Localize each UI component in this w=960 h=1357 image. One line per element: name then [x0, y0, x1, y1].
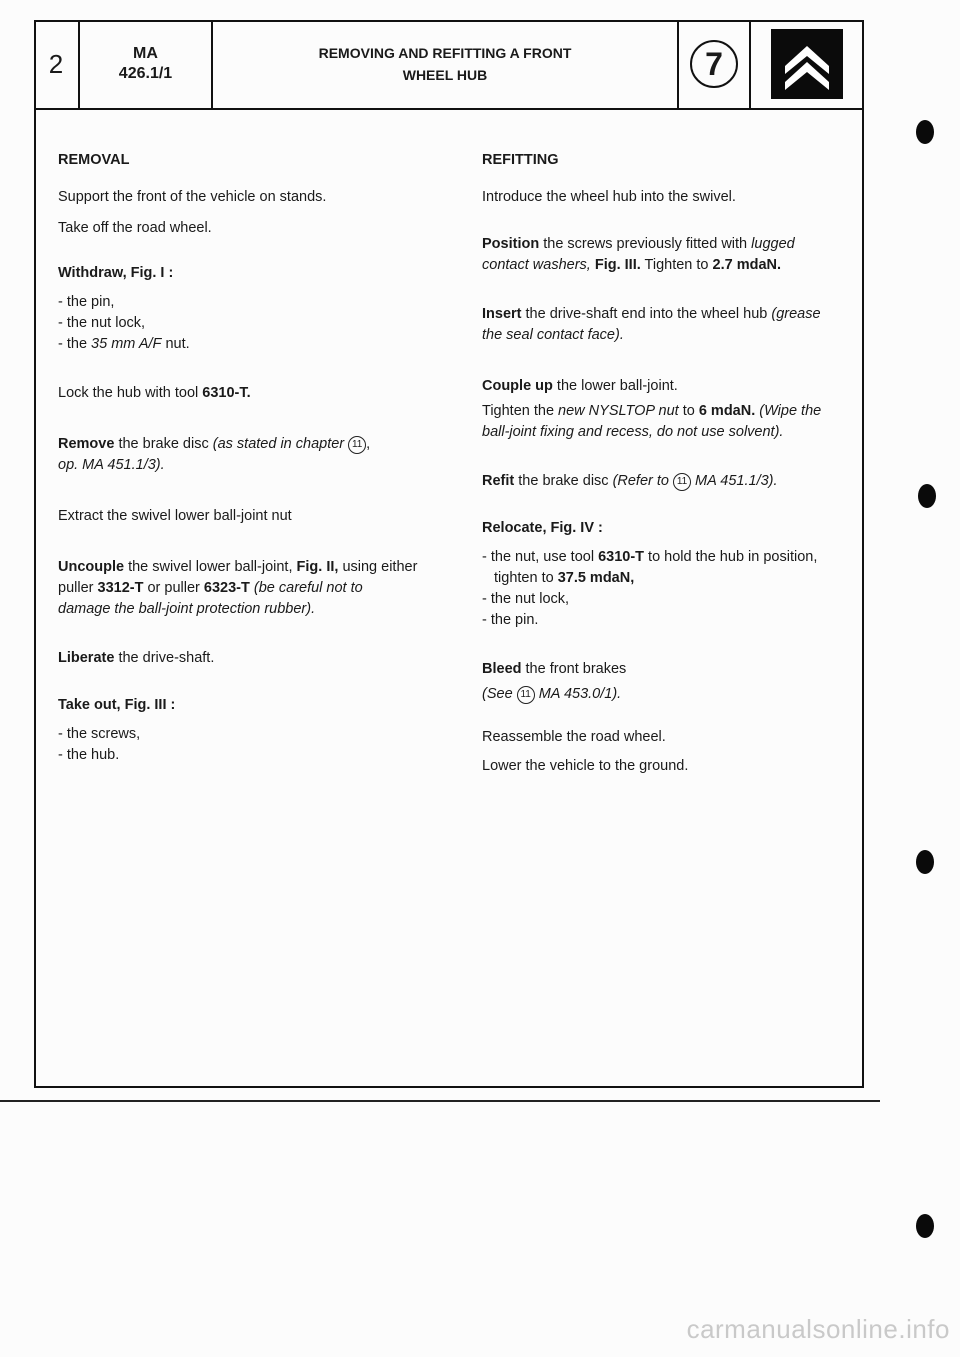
- withdraw-item-nutlock: - the nut lock,: [58, 315, 146, 331]
- punch-hole-icon: [916, 850, 934, 874]
- refitting-heading: REFITTING: [482, 152, 559, 168]
- brand-logo-cell: [751, 20, 862, 108]
- takeout-heading: Take out, Fig. III :: [58, 697, 176, 713]
- withdraw-heading: Withdraw, Fig. I :: [58, 265, 174, 281]
- withdraw-item-nut: - the 35 mm A/F nut.: [58, 336, 190, 352]
- chapter-11-icon: 11: [517, 686, 535, 704]
- page-number: 2: [34, 20, 80, 108]
- liberate-step: Liberate the drive-shaft.: [58, 650, 215, 666]
- bleed-reference: (See 11 MA 453.0/1).: [482, 686, 622, 702]
- punch-hole-icon: [918, 484, 936, 508]
- position-step: Position the screws previously fitted with lugged contact washers, Fig. III. Tighten to 2.7 mdaN.: [482, 236, 795, 273]
- title-line-1: REMOVING AND REFITTING A FRONT: [318, 45, 572, 61]
- relocate-item-nut: - the nut, use tool 6310-T to hold the hub in position, tighten to 37.5 mdaN,: [482, 549, 818, 586]
- removal-heading: REMOVAL: [58, 152, 130, 168]
- relocate-heading: Relocate, Fig. IV :: [482, 520, 603, 536]
- reassemble-step: Reassemble the road wheel.: [482, 729, 666, 745]
- lock-hub-step: Lock the hub with tool 6310-T.: [58, 385, 251, 401]
- page-header: [34, 20, 864, 110]
- ref-line-2: 426.1/1: [118, 65, 173, 82]
- removal-column: [58, 150, 418, 766]
- refitting-column: [482, 150, 844, 777]
- operation-reference: [80, 20, 213, 108]
- extract-nut-step: Extract the swivel lower ball-joint nut: [58, 508, 292, 524]
- punch-hole-icon: [916, 1214, 934, 1238]
- uncouple-step: Uncouple the swivel lower ball-joint, Fig. II, using either puller 3312-T or puller 6323-T (be careful not to damage the ball-joint protection rubber).: [58, 559, 418, 617]
- tighten-step: Tighten the new NYSLTOP nut to 6 mdaN. (Wipe the ball-joint fixing and recess, do not use solvent).: [482, 403, 822, 440]
- remove-disc-step: Remove the brake disc (as stated in chapter 11 , op. MA 451.1/3).: [58, 436, 371, 473]
- lower-vehicle-step: Lower the vehicle to the ground.: [482, 758, 689, 774]
- bottom-scan-line: [0, 1100, 880, 1102]
- withdraw-item-pin: - the pin,: [58, 294, 115, 310]
- chapter-11-icon: 11: [348, 436, 366, 454]
- couple-up-step: Couple up the lower ball-joint.: [482, 378, 678, 394]
- relocate-item-pin: - the pin.: [482, 612, 539, 628]
- takeout-item-screws: - the screws,: [58, 726, 141, 742]
- bleed-step: Bleed the front brakes: [482, 661, 627, 677]
- refit-disc-step: Refit the brake disc (Refer to 11 MA 451.1/3).: [482, 473, 778, 489]
- removal-step-wheel: Take off the road wheel.: [58, 220, 212, 236]
- page-title: [213, 20, 679, 108]
- relocate-item-nutlock: - the nut lock,: [482, 591, 570, 607]
- insert-step: Insert the drive-shaft end into the wheel hub (grease the seal contact face).: [482, 306, 821, 343]
- section-badge: 7: [690, 40, 738, 88]
- title-line-2: WHEEL HUB: [402, 67, 488, 83]
- watermark: carmanualsonline.info: [686, 1314, 950, 1344]
- removal-step-support: Support the front of the vehicle on stands.: [58, 189, 327, 205]
- section-badge-cell: [679, 20, 751, 108]
- citroen-logo-icon: [771, 29, 843, 99]
- chapter-11-icon: 11: [673, 473, 691, 491]
- ref-line-1: MA: [133, 45, 158, 62]
- takeout-item-hub: - the hub.: [58, 747, 120, 763]
- refit-step-introduce: Introduce the wheel hub into the swivel.: [482, 189, 736, 205]
- punch-hole-icon: [916, 120, 934, 144]
